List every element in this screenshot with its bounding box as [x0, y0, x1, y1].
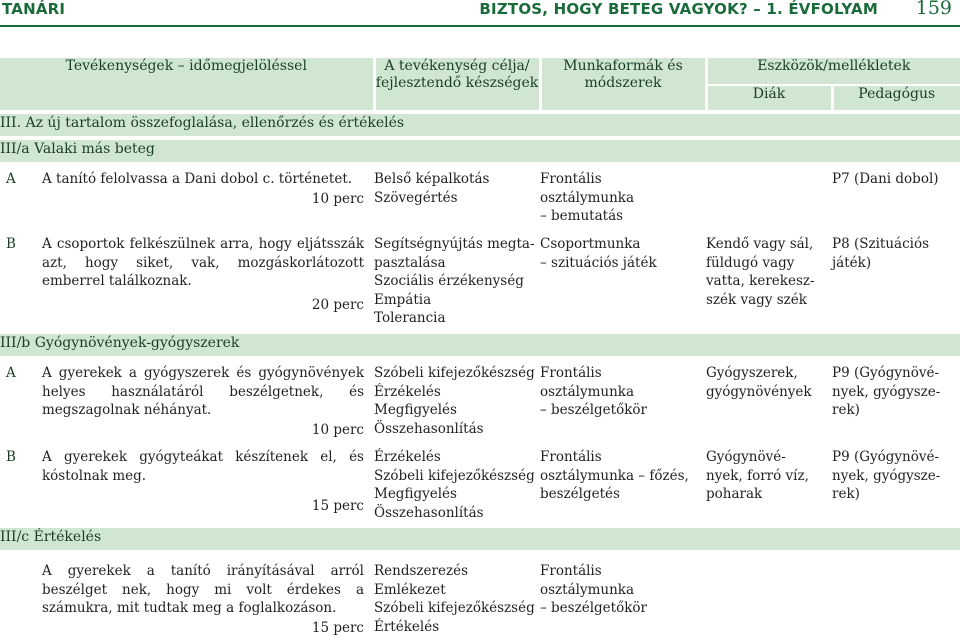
activity-time: 15 perc [42, 497, 364, 516]
section-s3b: III/b Gyógynövények-gyógyszerek [0, 334, 960, 356]
activity-text: A csoportok felkészülnek arra, hogy eljátsszák azt, hogy siket, vak, mozgáskorlátozott emberrel találkoznak. [42, 235, 364, 291]
header-method: Munkaformák és módszerek [540, 58, 706, 110]
goal-cell: Szóbeli kifejezőkészség Érzékelés Megfigyelés Összehasonlítás [374, 364, 540, 448]
header-right: BIZTOS, HOGY BETEG VAGYOK? – 1. ÉVFOLYAM [479, 0, 878, 18]
table-row: B A gyerekek gyógyteákat készítenek el, és kóstolnak meg. 15 perc Érzékelés Szóbeli kifejezőkészség Megfigyelés Összehasonlítás Frontális osztálymunka – főzés, beszélgetés Gyógynövé- nyek, forró víz, poharak P9 (Gyógynövé- nyek, gyógysze- rek) [0, 448, 960, 524]
header-goal: A tevékenység célja/ fejlesztendő készségek [374, 58, 540, 110]
header-left: TANÁRI [2, 0, 65, 18]
method-cell: Csoportmunka – szituációs játék [540, 235, 706, 330]
activity-time: 20 perc [42, 296, 364, 315]
table-row: A A tanító felolvassa a Dani dobol c. történetet. 10 perc Belső képalkotás Szövegértés Frontális osztálymunka – bemutatás P7 (Dani dobol) [0, 170, 960, 235]
header-tools: Eszközök/mellékletek [706, 58, 960, 85]
goal-cell: Segítségnyújtás megta- pasztalása Szociális érzékenység Empátia Tolerancia [374, 235, 540, 330]
teacher-tools-cell: P9 (Gyógynövé- nyek, gyógysze- rek) [832, 448, 960, 524]
goal-cell: Rendszerezés Emlékezet Szóbeli kifejezőkészség Értékelés [374, 562, 540, 637]
activity-text: A tanító felolvassa a Dani dobol c. történetet. [42, 170, 364, 189]
activity-text: A gyerekek a tanító irányításával arról beszélget nek, hogy mi volt érdekes a számukra, mit tudtak meg a foglalkozáson. [42, 562, 364, 618]
teacher-tools-cell: P8 (Szituációs játék) [832, 235, 960, 330]
method-cell: Frontális osztálymunka – főzés, beszélgetés [540, 448, 706, 524]
table-row: A A gyerekek a gyógyszerek és gyógynövények helyes használatáról beszélgetnek, és megszagolnak néhányat. 10 perc Szóbeli kifejezőkészség Érzékelés Megfigyelés Összehasonlítás Frontális osztálymunka – beszélgetőkör Gyógyszerek, gyógynövények P9 (Gyógynövé- nyek, gyógysze- rek) [0, 364, 960, 448]
activity-time: 10 perc [42, 190, 364, 209]
teacher-tools-cell: P7 (Dani dobol) [832, 170, 960, 235]
activity-time: 10 perc [42, 421, 364, 440]
running-header [0, 0, 960, 22]
table-row: B A csoportok felkészülnek arra, hogy eljátsszák azt, hogy siket, vak, mozgáskorlátozott emberrel találkoznak. 20 perc Segítségnyújtás megta- pasztalása Szociális érzékenység Empátia Tolerancia Csoportmunka – szituációs játék Kendő vagy sál, füldugó vagy vatta, kerekesz- szék vagy szék P8 (Szituációs játék) [0, 235, 960, 330]
header-rule [0, 25, 960, 27]
method-cell: Frontális osztálymunka – beszélgetőkör [540, 562, 706, 637]
teacher-tools-cell: P9 (Gyógynövé- nyek, gyógysze- rek) [832, 364, 960, 448]
method-cell: Frontális osztálymunka – bemutatás [540, 170, 706, 235]
lesson-plan-table [0, 58, 960, 637]
header-activities: Tevékenységek – időmegjelöléssel [0, 58, 374, 110]
goal-cell: Belső képalkotás Szövegértés [374, 170, 540, 235]
student-tools-cell: Gyógyszerek, gyógynövények [706, 364, 832, 448]
activity-text: A gyerekek a gyógyszerek és gyógynövények helyes használatáról beszélgetnek, és megszagolnak néhányat. [42, 364, 364, 420]
section-s3: III. Az új tartalom összefoglalása, ellenőrzés és értékelés [0, 114, 960, 136]
activity-time: 15 perc [42, 619, 364, 637]
header-teacher: Pedagógus [832, 85, 960, 110]
section-s3c: III/c Értékelés [0, 528, 960, 550]
header-student: Diák [706, 85, 832, 110]
student-tools-cell [706, 170, 832, 235]
student-tools-cell: Gyógynövé- nyek, forró víz, poharak [706, 448, 832, 524]
student-tools-cell: Kendő vagy sál, füldugó vagy vatta, kerekesz- szék vagy szék [706, 235, 832, 330]
table-header-row [0, 58, 960, 85]
method-cell: Frontális osztálymunka – beszélgetőkör [540, 364, 706, 448]
activity-text: A gyerekek gyógyteákat készítenek el, és kóstolnak meg. [42, 448, 364, 485]
goal-cell: Érzékelés Szóbeli kifejezőkészség Megfigyelés Összehasonlítás [374, 448, 540, 524]
section-s3a: III/a Valaki más beteg [0, 140, 960, 162]
page-number: 159 [916, 0, 952, 19]
